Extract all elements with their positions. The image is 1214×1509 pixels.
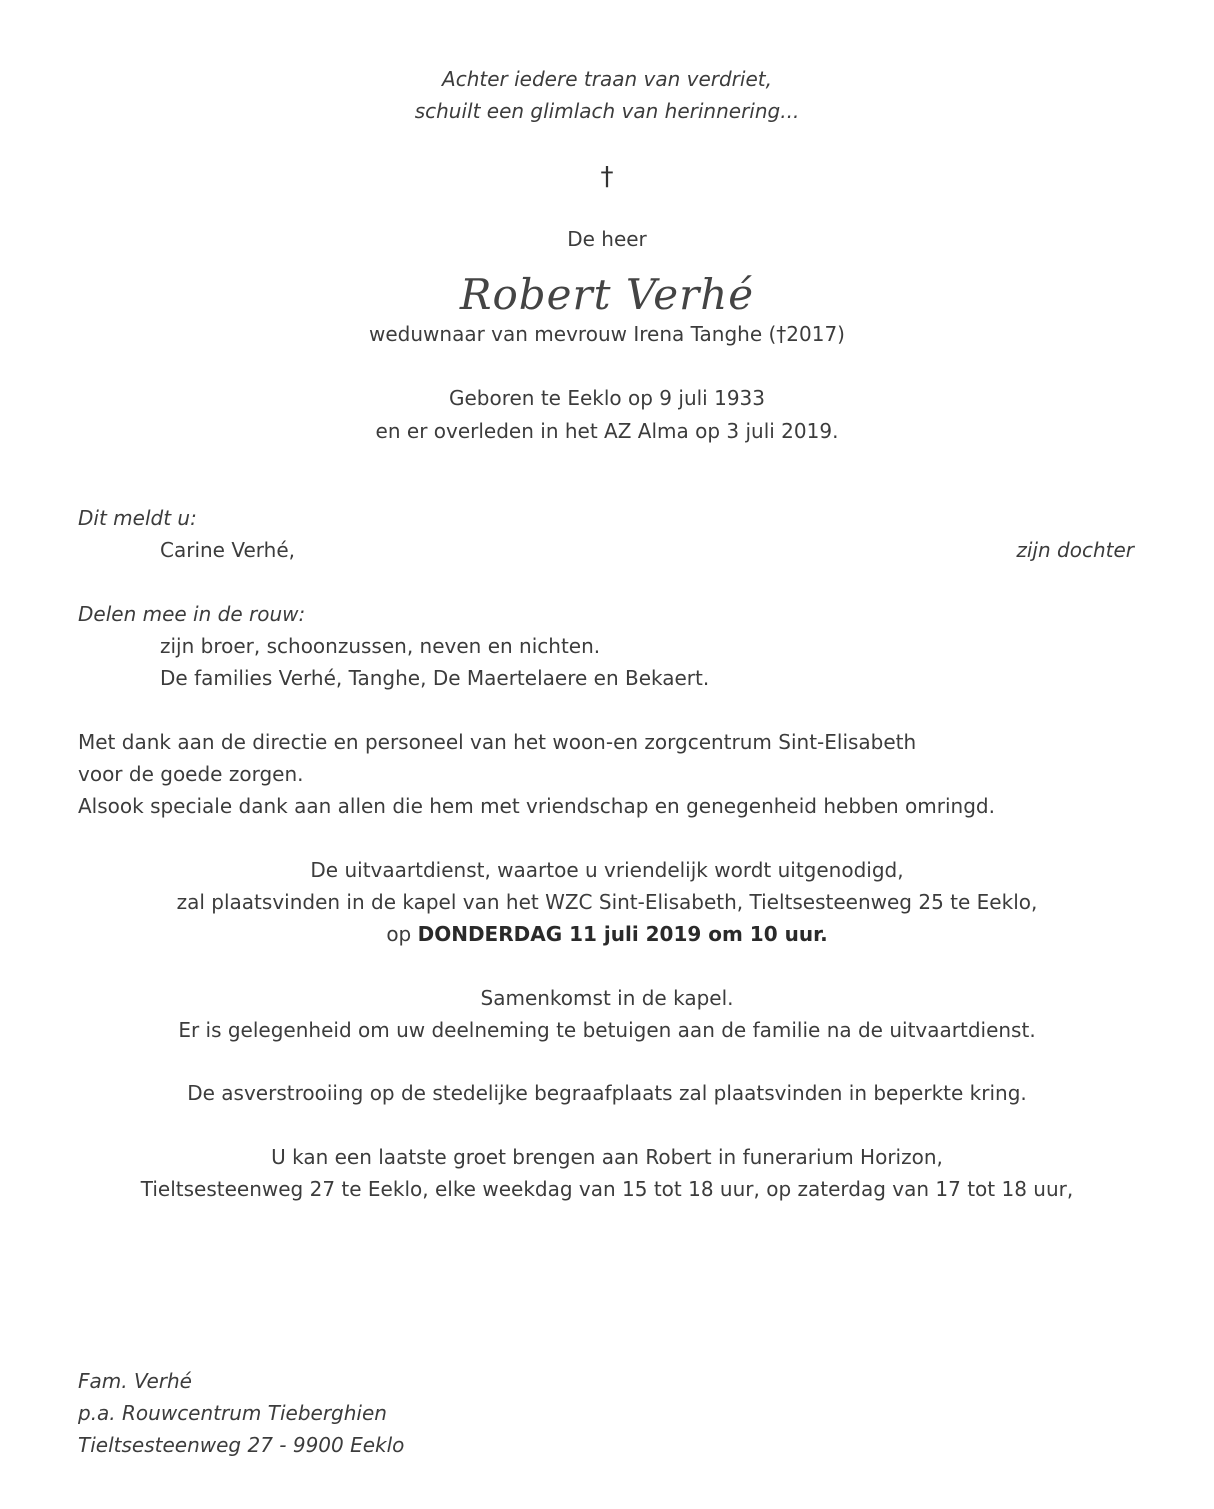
service-line-3-prefix: op bbox=[386, 922, 412, 946]
cross-icon: † bbox=[600, 162, 614, 192]
mourning-heading: Delen mee in de rouw: bbox=[78, 602, 306, 626]
thanks-line-3: Alsook speciale dank aan allen die hem met vriendschap en genegenheid hebben omringd. bbox=[78, 794, 995, 818]
mourning-line-2: De families Verhé, Tanghe, De Maertelaere en Bekaert. bbox=[160, 666, 710, 690]
thanks-line-2: voor de goede zorgen. bbox=[78, 762, 304, 786]
address-line-1: Fam. Verhé bbox=[78, 1369, 192, 1393]
death-line: en er overleden in het AZ Alma op 3 juli 2019. bbox=[375, 419, 839, 443]
widower-line: weduwnaar van mevrouw Irena Tanghe (†2017) bbox=[369, 322, 845, 346]
announced-heading: Dit meldt u: bbox=[78, 506, 197, 530]
announcer-name: Carine Verhé, bbox=[160, 538, 295, 562]
quote-line-1: Achter iedere traan van verdriet, bbox=[442, 67, 772, 91]
service-line-3 bbox=[0, 924, 1214, 944]
address-line-2: p.a. Rouwcentrum Tieberghien bbox=[78, 1401, 387, 1425]
mourning-line-1: zijn broer, schoonzussen, neven en nichten. bbox=[160, 634, 601, 658]
service-date: DONDERDAG 11 juli 2019 om 10 uur. bbox=[417, 922, 828, 946]
address-line-3: Tieltsesteenweg 27 - 9900 Eeklo bbox=[78, 1433, 405, 1457]
ashes-line: De asverstrooiing op de stedelijke begraafplaats zal plaatsvinden in beperkte kring. bbox=[187, 1081, 1027, 1105]
farewell-line-1: U kan een laatste groet brengen aan Robert in funerarium Horizon, bbox=[271, 1145, 943, 1169]
gathering-line-1: Samenkomst in de kapel. bbox=[480, 986, 734, 1010]
deceased-name: Robert Verhé bbox=[459, 270, 755, 319]
quote-line-2: schuilt een glimlach van herinnering... bbox=[414, 99, 800, 123]
farewell-line-2: Tieltsesteenweg 27 te Eeklo, elke weekdag van 15 tot 18 uur, op zaterdag van 17 tot 18 uur, bbox=[140, 1177, 1074, 1201]
gathering-line-2: Er is gelegenheid om uw deelneming te betuigen aan de familie na de uitvaartdienst. bbox=[178, 1018, 1036, 1042]
announcer-role: zijn dochter bbox=[1016, 538, 1134, 562]
service-line-1: De uitvaartdienst, waartoe u vriendelijk wordt uitgenodigd, bbox=[310, 858, 904, 882]
service-line-2: zal plaatsvinden in de kapel van het WZC Sint-Elisabeth, Tieltsesteenweg 25 te Eeklo, bbox=[176, 890, 1038, 914]
salutation: De heer bbox=[567, 227, 647, 251]
birth-line: Geboren te Eeklo op 9 juli 1933 bbox=[448, 386, 765, 410]
thanks-line-1: Met dank aan de directie en personeel van het woon-en zorgcentrum Sint-Elisabeth bbox=[78, 730, 917, 754]
